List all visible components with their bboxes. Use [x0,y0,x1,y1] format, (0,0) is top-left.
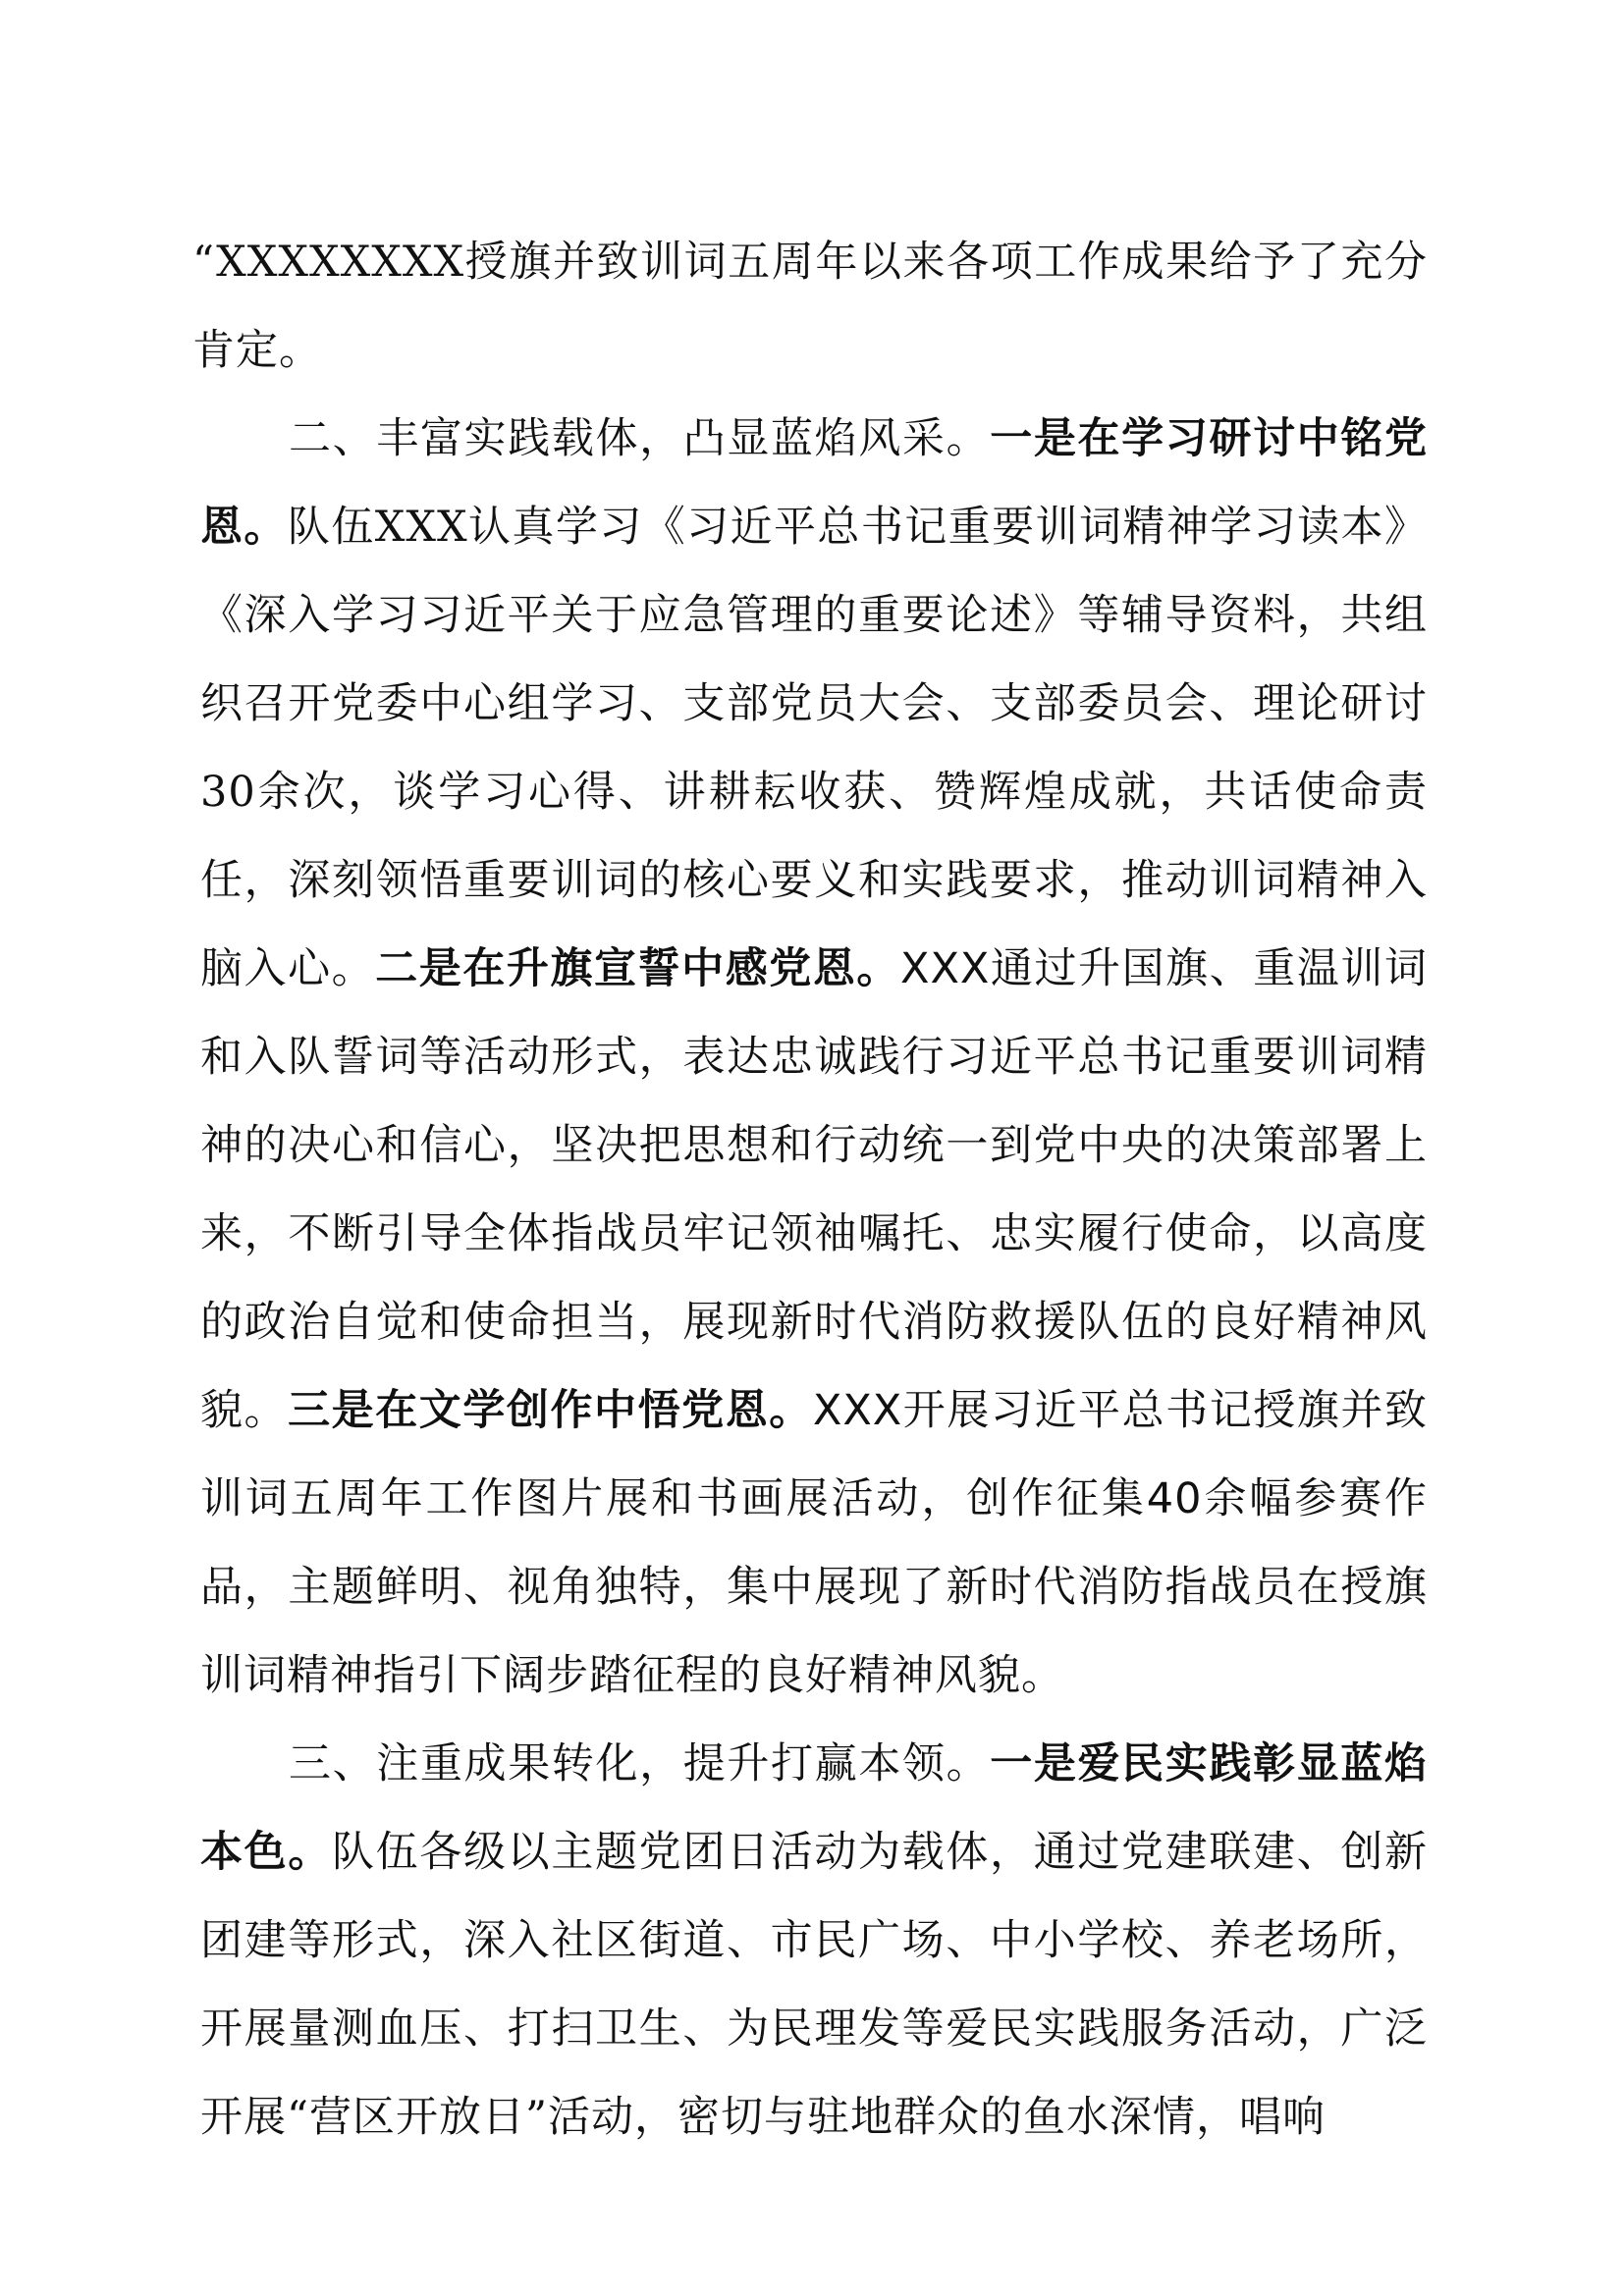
bold-lead-1: 一是爱民实践彰显蓝焰本色。 [200,1739,1429,1877]
paragraph-section-three [200,1720,1428,2162]
bold-lead-2: 二是在升旗宣誓中感党恩。 [375,944,900,993]
section-heading: 二、丰富实践载体，凸显蓝焰风采。 [289,414,991,463]
paragraph-text: XXX开展习近平总书记授旗并致训词五周年工作图片展和书画展活动，创作征集40余幅参赛作品，主题鲜明、视角独特，集中展现了新时代消防指战员在授旗训词精神指引下阔步踏征程的良好精神风貌。 [200,1386,1428,1700]
bold-lead-3: 三是在文学创作中悟党恩。 [288,1386,813,1435]
paragraph-continuation [192,218,1428,395]
paragraph-text: 队伍XXX认真学习《习近平总书记重要训词精神学习读本》《深入学习习近平关于应急管理的重要论述》等辅导资料，共组织召开党委中心组学习、支部党员大会、支部委员会、理论研讨30余次，谈学习心得、讲耕耘收获、赞辉煌成就，共话使命责任，深刻领悟重要训词的核心要义和实践要求，推动训词精神入脑入心。 [200,503,1428,993]
paragraph-text: “XXXXXXXX授旗并致训词五周年以来各项工作成果给予了充分肯定。 [192,238,1428,375]
section-heading: 三、注重成果转化，提升打赢本领。 [289,1739,991,1789]
paragraph-text: 队伍各级以主题党团日活动为载体，通过党建联建、创新团建等形式，深入社区街道、市民广场、中小学校、养老场所，开展量测血压、打扫卫生、为民理发等爱民实践服务活动，广泛开展“营区开放日”活动，密切与驻地群众的鱼水深情，唱响 [200,1828,1428,2142]
paragraph-section-two [200,395,1428,1720]
paragraph-text: XXX通过升国旗、重温训词和入队誓词等活动形式，表达忠诚践行习近平总书记重要训词精神的决心和信心，坚决把思想和行动统一到党中央的决策部署上来，不断引导全体指战员牢记领袖嘱托、忠实履行使命，以高度的政治自觉和使命担当，展现新时代消防救援队伍的良好精神风貌。 [200,944,1428,1435]
document-body [192,218,1429,2162]
bold-lead-1: 一是在学习研讨中铭党恩。 [200,414,1429,552]
